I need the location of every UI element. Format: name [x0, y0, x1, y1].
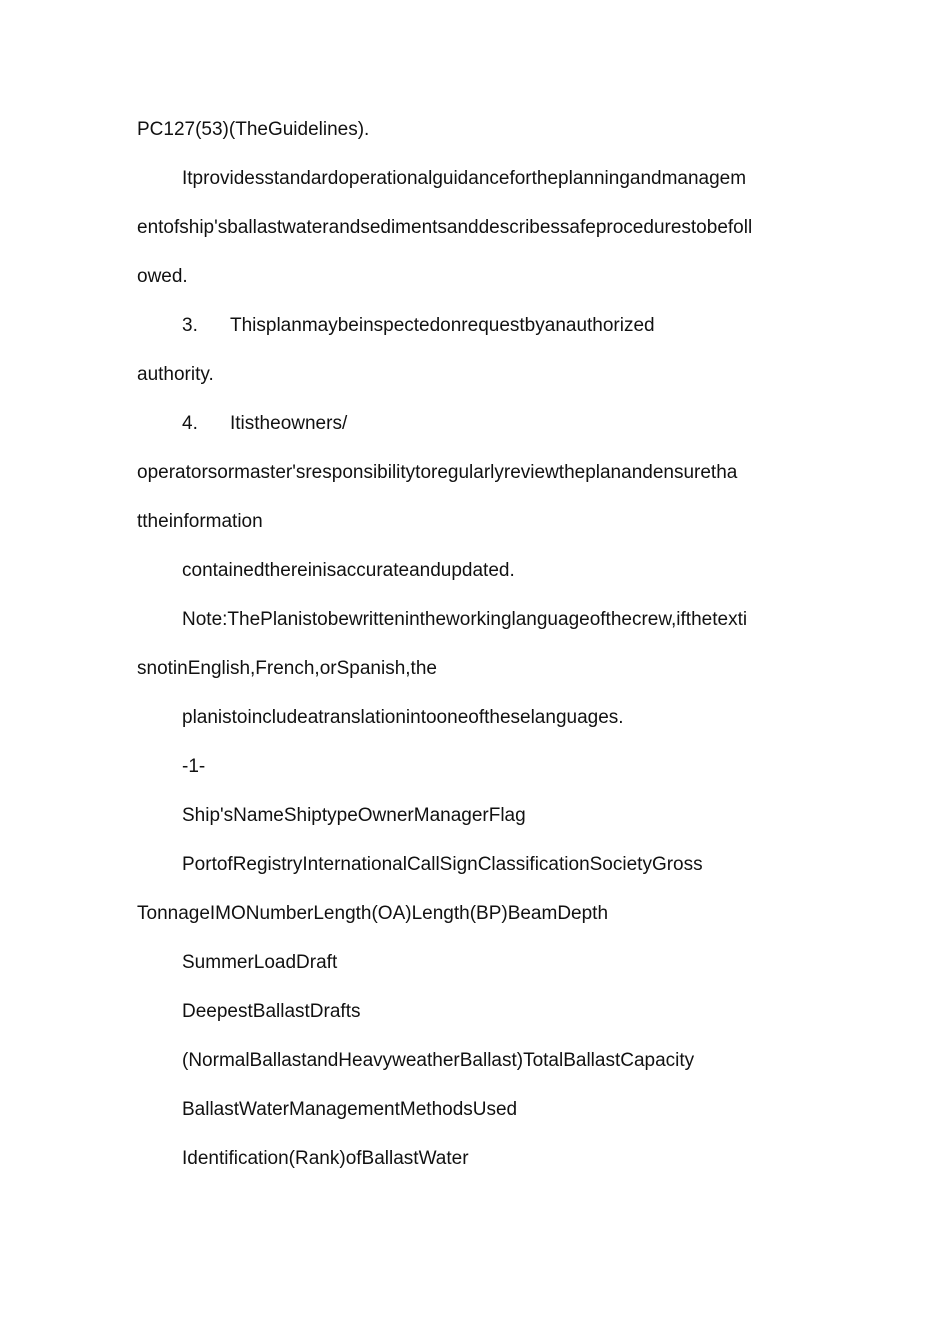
text-line: authority.	[137, 364, 214, 385]
text-line: planistoincludeatranslationintooneoftheselanguages.	[182, 707, 624, 728]
text-line: entofship'sballastwaterandsedimentsanddescribessafeprocedurestobefoll	[137, 217, 753, 238]
text-line: Identification(Rank)ofBallastWater	[182, 1148, 469, 1169]
text-line: PortofRegistryInternationalCallSignClassificationSocietyGross	[182, 854, 703, 875]
text-line: ttheinformation	[137, 511, 263, 532]
text-line: PC127(53)(TheGuidelines).	[137, 119, 370, 140]
page-number: -1-	[182, 756, 206, 777]
text-line: containedthereinisaccurateandupdated.	[182, 560, 515, 581]
text-line: TonnageIMONumberLength(OA)Length(BP)BeamDepth	[137, 903, 609, 924]
text-line: snotinEnglish,French,orSpanish,the	[137, 658, 437, 679]
item-number: 4.	[182, 413, 198, 434]
text-line: DeepestBallastDrafts	[182, 1001, 361, 1022]
text-line: BallastWaterManagementMethodsUsed	[182, 1099, 518, 1120]
text-line: (NormalBallastandHeavyweatherBallast)TotalBallastCapacity	[182, 1050, 695, 1071]
text-line: Itprovidesstandardoperationalguidancefortheplanningandmanagem	[182, 168, 747, 189]
text-line: SummerLoadDraft	[182, 952, 338, 973]
item-text: Thisplanmaybeinspectedonrequestbyanauthorized	[230, 315, 655, 336]
text-line: Ship'sNameShiptypeOwnerManagerFlag	[182, 805, 526, 826]
item-text: Itistheowners/	[230, 413, 348, 434]
text-line: owed.	[137, 266, 188, 287]
text-line: operatorsormaster'sresponsibilitytoregularlyreviewtheplanandensuretha	[137, 462, 738, 483]
item-number: 3.	[182, 315, 198, 336]
text-line: Note:ThePlanistobewrittenintheworkinglanguageofthecrew,ifthetexti	[182, 609, 748, 630]
